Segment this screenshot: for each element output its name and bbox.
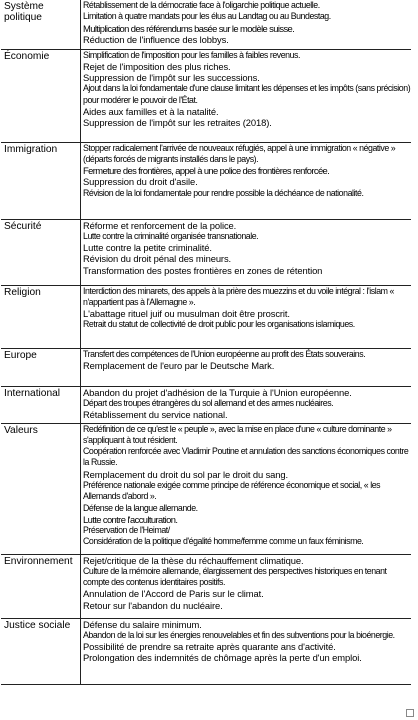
list-item: Préservation de l'Heimat/ <box>83 525 170 536</box>
list-item: Suppression de l'impôt sur les retraites (2018). <box>83 117 272 129</box>
category-label: Europe <box>1 348 81 386</box>
category-label: Sécurité <box>1 219 81 285</box>
table-row <box>1 554 411 618</box>
list-item: Transformation des postes frontières en zones de rétention <box>83 264 323 276</box>
category-label: Valeurs <box>1 423 81 554</box>
category-label: International <box>1 386 81 423</box>
list-item: Réduction de l'influence des lobbys. <box>83 33 229 45</box>
list-item: Abandon de la loi sur les énergies renouvelables et fin des subventions pour la bioénergie. <box>83 629 395 640</box>
list-item: Lutte contre l'acculturation. <box>83 513 178 525</box>
list-item: Révision de la loi fondamentale pour rendre possible la déchéance de nationalité. <box>83 187 364 198</box>
list-item: L'abattage rituel juif ou musulman doit être proscrit. <box>83 308 290 320</box>
policy-table <box>1 0 411 685</box>
category-label: Religion <box>1 285 81 348</box>
table-row <box>1 285 411 348</box>
list-item: Fermeture des frontières, appel à une police des frontières renforcée. <box>83 165 330 177</box>
list-item: Aides aux familles et à la natalité. <box>83 105 219 117</box>
items-cell <box>81 49 412 142</box>
list-item: Suppression de l'impôt sur les successions. <box>83 72 260 84</box>
list-item: Rejet de l'imposition des plus riches. <box>83 60 231 72</box>
list-item: Préférence nationale exigée comme principe de référence économique et social, « les Allemands d'abord ». <box>83 479 381 502</box>
list-item: Multiplication des référendums basée sur le modèle suisse. <box>83 22 295 34</box>
items-cell <box>81 0 412 49</box>
table-row <box>1 386 411 423</box>
items-cell <box>81 285 412 348</box>
list-item: Remplacement de l'euro par le Deutsche Mark. <box>83 359 275 371</box>
table-row <box>1 0 411 49</box>
category-label: Économie <box>1 49 81 142</box>
list-item: Remplacement du droit du sol par le droit du sang. <box>83 468 289 480</box>
page-corner-marker <box>406 709 414 717</box>
items-cell <box>81 219 412 285</box>
list-item: Limitation à quatre mandats pour les élus au Landtag ou au Bundestag. <box>83 11 331 22</box>
list-item: Possibilité de prendre sa retraite après quarante ans d'activité. <box>83 641 336 653</box>
table-row <box>1 348 411 386</box>
list-item: Stopper radicalement l'arrivée de nouveaux réfugiés, appel à une immigration « négative » (départs forcés de migrants installés dans le pays). <box>83 142 396 164</box>
table-row <box>1 49 411 142</box>
items-cell <box>81 554 412 618</box>
list-item: Transfert des compétences de l'Union européenne au profit des États souverains. <box>83 348 366 359</box>
list-item: Lutte contre la criminalité organisée transnationale. <box>83 230 259 241</box>
list-item: Annulation de l'Accord de Paris sur le climat. <box>83 588 264 600</box>
list-item: Considération de la politique d'égalité homme/femme comme un faux féminisme. <box>83 536 364 547</box>
list-item: Ajout dans la loi fondamentale d'une clause limitant les dépenses et les impôts (sans précision) pour modérer le pouvoir de l'État. <box>83 83 411 105</box>
list-item: Culture de la mémoire allemande, élargissement des perspectives historiques en tenant compte des contenus identitaires positifs. <box>83 565 387 588</box>
list-item: Lutte contre la petite criminalité. <box>83 242 212 254</box>
list-item: Retrait du statut de collectivité de droit public pour les organisations islamiques. <box>83 319 355 330</box>
table-row <box>1 219 411 285</box>
list-item: Départ des troupes étrangères du sol allemand et des armes nucléaires. <box>83 397 334 408</box>
category-label: Environnement <box>1 554 81 618</box>
category-label: Justice sociale <box>1 618 81 684</box>
category-label: Système politique <box>1 0 81 49</box>
list-item: Abandon du projet d'adhésion de la Turquie à l'Union européenne. <box>83 386 352 398</box>
list-item: Redéfinition de ce qu'est le « peuple », avec la mise en place d'une « culture dominante » s'appliquant à tout résident. <box>83 423 392 445</box>
list-item: Révision du droit pénal des mineurs. <box>83 253 232 265</box>
list-item: Coopération renforcée avec Vladimir Poutine et annulation des sanctions économiques contre la Russie. <box>83 446 409 468</box>
items-cell <box>81 142 412 219</box>
items-cell <box>81 386 412 423</box>
category-label: Immigration <box>1 142 81 219</box>
table-row <box>1 142 411 219</box>
list-item: Défense de la langue allemande. <box>83 502 198 513</box>
list-item: Prolongation des indemnités de chômage après la perte d'un emploi. <box>83 652 362 664</box>
list-item: Suppression du droit d'asile. <box>83 176 198 188</box>
table-row <box>1 423 411 554</box>
list-item: Rétablissement du service national. <box>83 409 228 421</box>
list-item: Rétablissement de la démocratie face à l'oligarchie politique actuelle. <box>83 0 320 10</box>
items-cell <box>81 423 412 554</box>
list-item: Rejet/critique de la thèse du réchauffement climatique. <box>83 554 304 566</box>
list-item: Réforme et renforcement de la police. <box>83 219 237 231</box>
list-item: Défense du salaire minimum. <box>83 618 202 630</box>
items-cell <box>81 618 412 684</box>
items-cell <box>81 348 412 386</box>
list-item: Interdiction des minarets, des appels à la prière des muezzins et du voile intégral : l'islam « n'appartient pas à l'Allemagne ». <box>83 285 394 307</box>
list-item: Simplification de l'imposition pour les familles à faibles revenus. <box>83 49 300 60</box>
table-row <box>1 618 411 684</box>
list-item: Retour sur l'abandon du nucléaire. <box>83 599 223 611</box>
